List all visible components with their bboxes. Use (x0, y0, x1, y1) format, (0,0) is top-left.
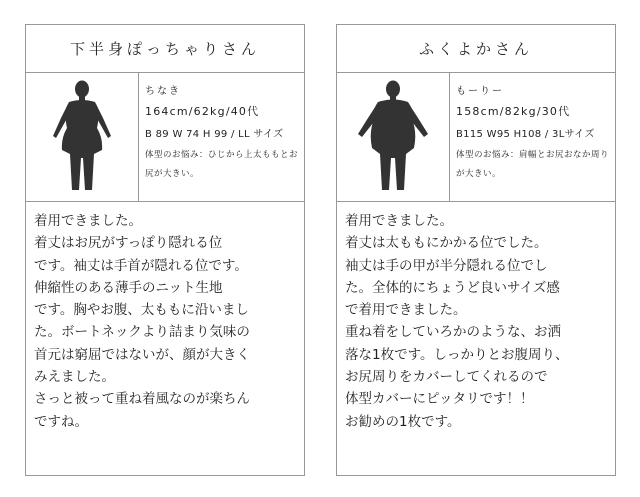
worry-label: 体型のお悩み： (456, 150, 520, 160)
worry-label: 体型のお悩み： (145, 150, 209, 160)
reviewer-name: ちなき (145, 86, 181, 97)
review-line: みえました。 (34, 369, 115, 386)
figure-box (26, 73, 139, 201)
review-line: ですね。 (34, 413, 88, 430)
reviewer-stats: 164cm/62kg/40代 (145, 105, 260, 118)
figure-box (337, 73, 450, 201)
card-title: 下半身ぽっちゃりさん (26, 25, 304, 73)
review-text (337, 202, 615, 433)
reviewer-stats: 158cm/82kg/30代 (456, 105, 571, 118)
review-line: 落な1枚です。しっかりとお腹周り、 (345, 346, 569, 363)
review-line: で着用できました。 (345, 302, 467, 319)
review-line: 着丈は太ももにかかる位でした。 (345, 235, 548, 252)
review-line: 袖丈は手の甲が半分隠れる位でし (345, 257, 548, 274)
review-card-2 (336, 24, 616, 476)
review-line: た。ボートネックより詰まり気味の (34, 324, 250, 341)
review-card-1 (25, 24, 305, 476)
reviewer-name: もーりー (456, 86, 504, 97)
review-line: 体型カバーにピッタリです！！ (345, 391, 534, 408)
review-line: 首元は窮屈ではないが、顔が大きく (34, 346, 250, 363)
worry-text: ひじから上太ももとお尻が大きい。 (145, 150, 299, 179)
profile-section (26, 73, 304, 202)
review-line: です。胸やお腹、太ももに沿いまし (34, 302, 249, 319)
review-line: さっと被って重ね着風なのが楽ちん (34, 391, 250, 408)
review-line: た。全体的にちょうど良いサイズ感 (345, 279, 560, 296)
card-title: ふくよかさん (337, 25, 615, 73)
reviewer-sizes: B115 W95 H108 / 3Lサイズ (456, 129, 595, 140)
review-line: お尻周りをカバーしてくれるので (345, 369, 548, 386)
profile-info (139, 73, 304, 201)
review-line: 重ね着をしていろかのような、お洒 (345, 324, 561, 341)
profile-section (337, 73, 615, 202)
review-line: 伸縮性のある薄手のニット生地 (34, 279, 223, 296)
worry-text: 肩幅とお尻おなか周りが大きい。 (456, 150, 610, 179)
pear-body-silhouette-icon (47, 78, 117, 196)
review-text (26, 202, 304, 433)
body-worry (456, 146, 615, 184)
profile-info (450, 73, 615, 201)
review-line: 着用できました。 (34, 213, 142, 229)
review-line: お勧めの1枚です。 (345, 413, 461, 430)
body-worry (145, 146, 304, 184)
reviewer-sizes: B 89 W 74 H 99 / LL サイズ (145, 129, 284, 140)
review-line: です。袖丈は手首が隠れる位です。 (34, 257, 248, 274)
full-body-silhouette-icon (354, 78, 432, 196)
review-line: 着丈はお尻がすっぽり隠れる位 (34, 235, 223, 252)
review-line: 着用できました。 (345, 213, 453, 229)
